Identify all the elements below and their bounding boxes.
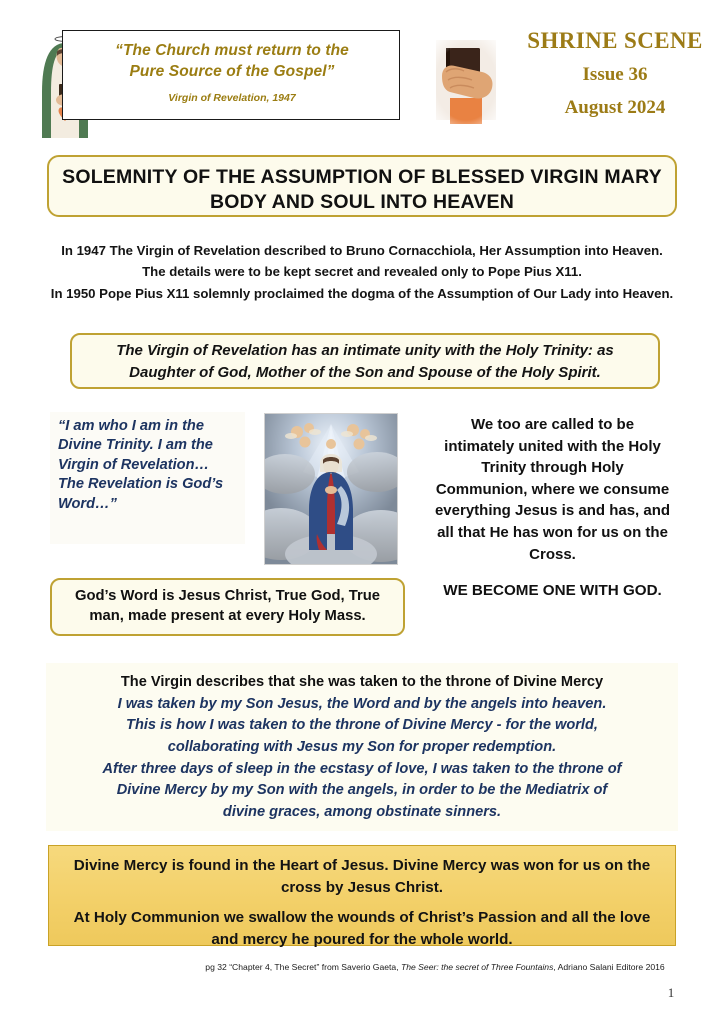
right-column-line-1: We too are called to be — [470, 416, 635, 433]
article-title-box — [47, 155, 677, 217]
mercy-heading: The Virgin describes that she was taken to the throne of Divine Mercy — [120, 674, 604, 690]
gold-box-spacer — [49, 899, 675, 907]
article-title-line-1: SOLEMNITY OF THE ASSUMPTION OF BLESSED VIRGIN MARY — [62, 166, 662, 188]
right-column-line-3: Trinity through Holy — [481, 459, 624, 477]
masthead — [510, 28, 720, 119]
intro-line-2: The details were to be kept secret and revealed only to Pope Pius X11. — [142, 264, 582, 280]
banner-quote-line-1: “The Church must return to the — [115, 42, 349, 59]
citation-book-title: The Seer: the secret of Three Fountains — [400, 962, 554, 972]
banner-attribution: Virgin of Revelation, 1947 — [168, 92, 296, 104]
intro-line-1: In 1947 The Virgin of Revelation described to Bruno Cornacchiola, Her Assumption into Heaven. — [61, 243, 663, 258]
right-column-line-6: all that He has won for us on the — [437, 523, 668, 541]
mercy-line-4: After three days of sleep in the ecstasy of love, I was taken to the throne of — [102, 760, 622, 777]
gold-box-line-3: At Holy Communion we swallow the wounds of Christ’s Passion and all the love — [73, 908, 651, 926]
virgin-quote-box — [50, 412, 245, 544]
gold-box-line-4: and mercy he poured for the whole world. — [211, 930, 513, 948]
right-column-text — [410, 414, 695, 565]
citation-prefix: pg 32 “Chapter 4, The Secret” from Saverio Gaeta, — [205, 962, 401, 972]
right-column-line-2: intimately united with the Holy — [444, 437, 661, 455]
source-citation — [180, 962, 690, 973]
banner-quote-line-2: Pure Source of the Gospel” — [129, 63, 335, 81]
hand-bible-illustration — [424, 32, 508, 137]
intro-paragraph — [35, 240, 689, 304]
mercy-line-6: divine graces, among obstinate sinners. — [222, 803, 502, 820]
right-column-line-7: Cross. — [529, 545, 576, 563]
divine-mercy-gold-box — [48, 845, 676, 946]
gods-word-line-2: man, made present at every Holy Mass. — [89, 608, 366, 625]
virgin-quote-line-3: Virgin of Revelation… — [58, 456, 210, 473]
page-number: 1 — [667, 985, 675, 1000]
virgin-quote-line-1: “I am who I am in the — [58, 418, 204, 434]
mercy-line-2: This is how I was taken to the throne of Divine Mercy - for the world, — [126, 717, 598, 734]
virgin-quote-line-5: Word…” — [58, 495, 117, 512]
masthead-issue: Issue 36 — [582, 64, 648, 86]
page-header — [0, 22, 724, 142]
assumption-painting-image — [264, 413, 398, 565]
mercy-line-5: Divine Mercy by my Son with the angels, in order to be the Mediatrix of — [116, 782, 608, 799]
right-column-line-4: Communion, where we consume — [435, 480, 670, 498]
divine-mercy-testimony-block — [46, 663, 678, 831]
trinity-line-1: The Virgin of Revelation has an intimate unity with the Holy Trinity: as — [116, 342, 614, 359]
virgin-quote-line-2: Divine Trinity. I am the — [58, 437, 213, 454]
mercy-line-1: I was taken by my Son Jesus, the Word and by the angels into heaven. — [117, 695, 607, 712]
assumption-painting-illustration — [265, 414, 397, 564]
article-title-line-2: BODY AND SOUL INTO HEAVEN — [209, 190, 515, 213]
banner-quote-frame — [62, 30, 400, 120]
gold-box-line-2: cross by Jesus Christ. — [280, 878, 444, 896]
intro-line-3: In 1950 Pope Pius X11 solemnly proclaimed the dogma of the Assumption of Our Lady into Heaven. — [50, 285, 674, 301]
gods-word-line-1: God’s Word is Jesus Christ, True God, True — [74, 588, 381, 604]
become-one-with-god-text: WE BECOME ONE WITH GOD. — [443, 582, 662, 599]
hand-holding-bible-image — [424, 32, 508, 137]
trinity-line-2: Daughter of God, Mother of the Son and Spouse of the Holy Spirit. — [129, 363, 601, 381]
mercy-line-3: collaborating with Jesus my Son for proper redemption. — [167, 739, 557, 756]
right-column-line-5: everything Jesus is and has, and — [434, 502, 671, 520]
virgin-quote-line-4: The Revelation is God’s — [58, 476, 224, 493]
gold-box-line-1: Divine Mercy is found in the Heart of Jesus. Divine Mercy was won for us on the — [73, 857, 651, 874]
masthead-date: August 2024 — [564, 97, 666, 119]
citation-suffix: , Adriano Salani Editore 2016 — [553, 962, 665, 972]
banner-quote — [63, 40, 401, 83]
masthead-title: SHRINE SCENE — [527, 28, 703, 53]
gods-word-box — [50, 578, 405, 636]
trinity-unity-box — [70, 333, 660, 389]
